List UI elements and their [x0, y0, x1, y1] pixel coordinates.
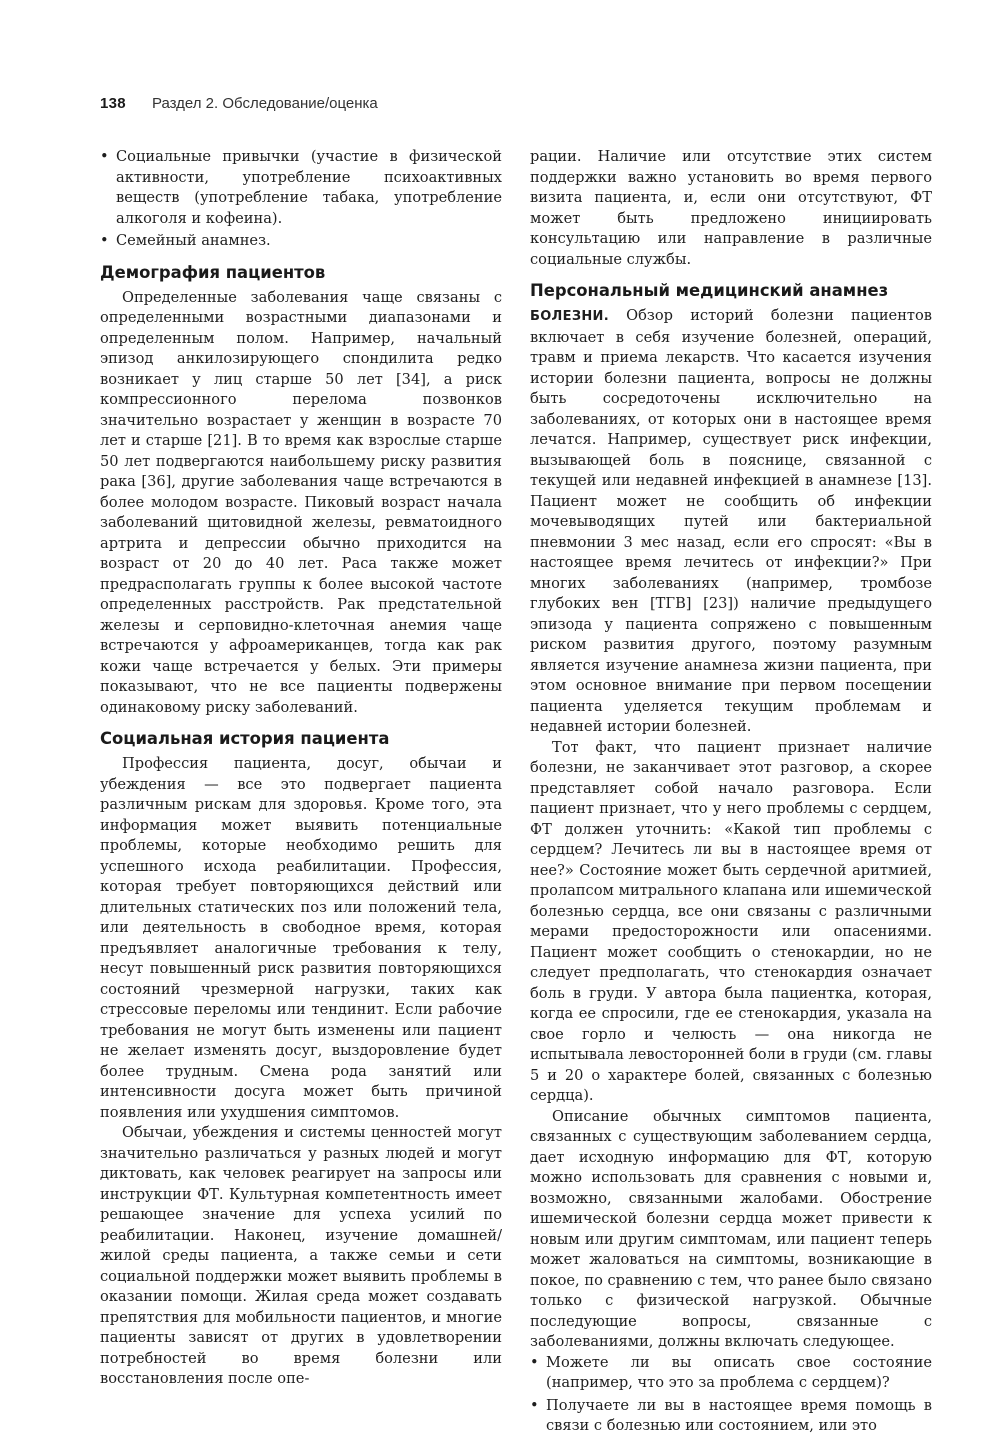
follow-up-questions-list — [530, 1353, 932, 1437]
page-number: 138 — [100, 95, 126, 112]
demography-paragraph: Определенные заболевания чаще связаны с определенными возрастными диапазонами и определенным полом. Например, начальный эпизод анкилозирующего спондилита редко возникает у лиц старше 50 лет [34], а риск компрессионного перелома позвонков значительно возрастает у женщин в возрасте 70 лет и старше [21]. В то время как взрослые старше 50 лет подвергаются наибольшему риску развития рака [36], другие заболевания чаще встречаются в более молодом возрасте. Пиковый возраст начала заболеваний щитовидной железы, ревматоидного артрита и депрессии обычно приходится на возраст от 20 до 40 лет. Раса также может предрасполагать группы к более высокой частоте определенных расстройств. Рак предстательной железы и серповидно-клеточная анемия чаще встречаются у афроамериканцев, тогда как рак кожи чаще встречается у белых. Эти примеры показывают, что не все пациенты подвержены одинаковому риску заболеваний. — [100, 288, 502, 716]
section-title: Раздел 2. Обследование/оценка — [151, 95, 378, 112]
medical-history-paragraph-3: Описание обычных симптомов пациента, связанных с существующим заболеванием сердца, дает исходную информацию для ФТ, которую можно использовать для сравнения с новыми и, возможно, связанными жалобами. Обострение ишемической болезни сердца может привести к новым или другим симптомам, или пациент теперь может жаловаться на симптомы, возникающие в покое, по сравнению с тем, что ранее было связано только с физической нагрузкой. Обычные последующие вопросы, связанные с заболеваниями, должны включать следующее. — [530, 1107, 932, 1350]
social-habits-list — [100, 147, 502, 252]
list-item: • Можете ли вы описать свое состояние (например, что это за проблема с сердцем)? — [530, 1353, 932, 1394]
medical-history-heading: Персональный медицинский анамнез — [530, 281, 889, 300]
running-header — [100, 95, 378, 112]
demography-heading: Демография пациентов — [100, 262, 326, 282]
list-item: • Семейный анамнез. — [100, 231, 502, 252]
medical-history-paragraph-2: Тот факт, что пациент признает наличие болезни, не заканчивает этот разговор, а скорее представляет собой начало разговора. Если пациент признает, что у него проблемы с сердцем, ФТ должен уточнить: «Какой тип проблемы с сердцем? Лечитесь ли вы в настоящее время от нее?» Состояние может быть сердечной аритмией, пролапсом митрального клапана или ишемической болезнью сердца, все они связаны с различными мерами предосторожности или опасениями. Пациент может сообщить о стенокардии, но не следует предполагать, что стенокардия означает боль в груди. У автора была пациентка, которая, когда ее спросили, где ее стенокардия, указала на свое горло и челюсть — она никогда не испытывала левосторонней боли в груди (см. главы 5 и 20 о характере болей, связанных с болезнью сердца). — [530, 738, 932, 1104]
list-item: • Получаете ли вы в настоящее время помощь в связи с болезнью или состоянием, или это — [530, 1396, 932, 1437]
runin-heading: БОЛЕЗНИ. — [530, 309, 609, 324]
diseases-paragraph — [530, 306, 932, 738]
social-history-paragraph-1: Профессия пациента, досуг, обычаи и убеждения — все это подвергает пациента различным рискам для здоровья. Кроме того, эта информация может выявить потенциальные проблемы, которые необходимо решить для успешного исхода реабилитации. Профессия, которая требует повторяющихся действий или длительных статических поз или положений тела, или деятельность в свободное время, которая предъявляет аналогичные требования к телу, несут повышенный риск развития повторяющихся состояний чрезмерной нагрузки, таких как стрессовые переломы или тендинит. Если рабочие требования не могут быть изменены или пациент не желает изменять досуг, выздоровление будет более трудным. Смена рода занятий или интенсивности досуга может быть причиной появления или ухудшения симптомов. — [100, 755, 502, 1121]
right-column — [530, 147, 932, 1437]
social-history-paragraph-2: Обычаи, убеждения и системы ценностей могут значительно различаться у разных людей и могут диктовать, как человек реагирует на запросы или инструкции ФТ. Культурная компетентность имеет решающее значение для успеха усилий по реабилитации. Наконец, изучение домашней/жилой среды пациента, а также семьи и сети социальной поддержки может выявить проблемы в оказании помощи. Жилая среда может создавать препятствия для мобильности пациентов, и многие пациенты зависят от других в удовлетворении потребностей во время болезни или восстановления после опе- — [100, 1124, 502, 1387]
social-history-heading: Социальная история пациента — [100, 729, 390, 748]
continuation-paragraph: рации. Наличие или отсутствие этих систем поддержки важно установить во время первого визита пациента, и, если они отсутствуют, ФТ может быть предложено инициировать консультацию или направление в различные социальные службы. — [530, 148, 932, 268]
list-item: • Социальные привычки (участие в физической активности, употребление психоактивных веществ (употребление табака, употребление алкоголя и кофеина). — [100, 147, 502, 229]
diseases-text: Обзор историй болезни пациентов включает в себя изучение болезней, операций, травм и приема лекарств. Что касается изучения истории болезни пациента, вопросы не должны быть сосредоточены исключительно на заболеваниях, от которых они в настоящее время лечатся. Например, существует риск инфекции, вызывающей боль в пояснице, связанной с текущей или недавней инфекцией в анамнезе [13]. Пациент может не сообщить об инфекции мочевыводящих путей или бактериальной пневмонии 3 мес назад, если его спросят: «Вы в настоящее время лечитесь от инфекции?» При многих заболеваниях (например, тромбозе глубоких вен [ТГВ] [23]) наличие предыдущего эпизода у пациента сопряжено с повышенным риском развития другого, поэтому разумным является изучение анамнеза жизни пациента, при этом основное внимание при первом посещении пациента уделяется текущим проблемам и недавней истории болезней. — [530, 307, 932, 735]
left-column — [100, 147, 502, 1390]
